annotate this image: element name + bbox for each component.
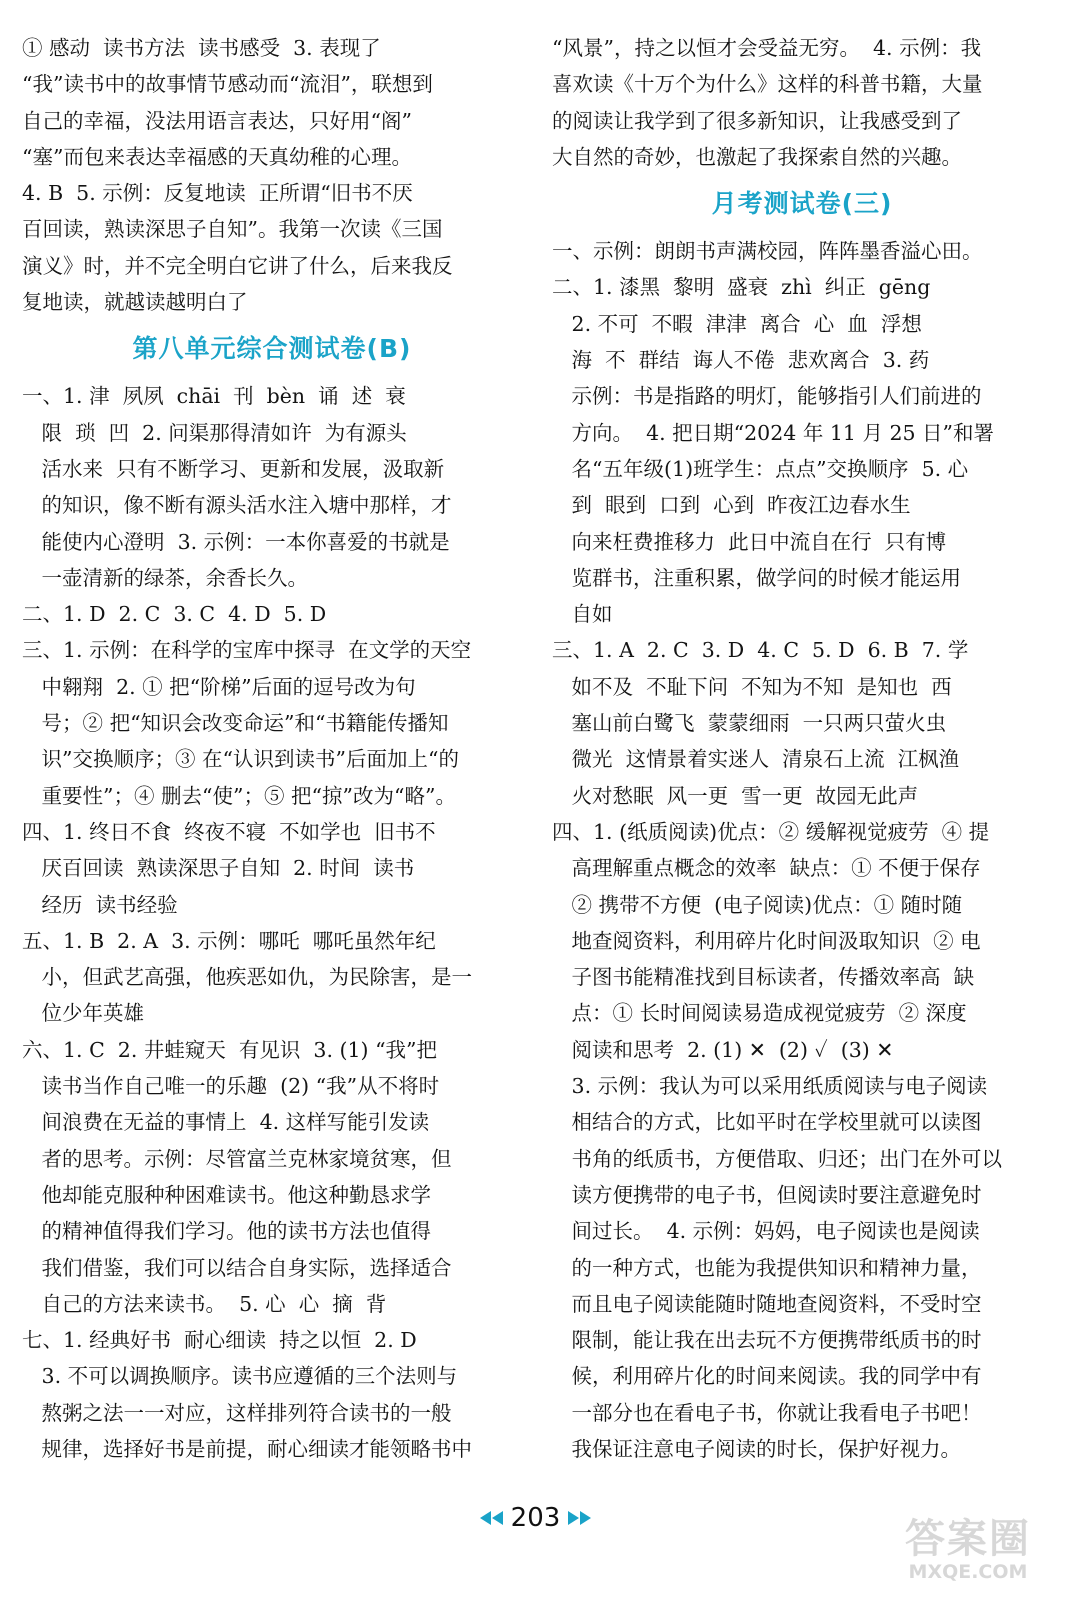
text-line: 阅读和思考 2. (1) ✕ (2) ✓ (3) ✕: [552, 1037, 894, 1062]
text-line: 演义》时，并不完全明白它讲了什么，后来我反: [22, 253, 453, 278]
text-line: 名“五年级(1)班学生：点点”交换顺序 5. 心: [552, 456, 969, 481]
text-line: 大自然的奇妙，也激起了我探索自然的兴趣。: [552, 144, 962, 169]
text-line: “塞”而包来表达幸福感的天真幼稚的心理。: [22, 144, 412, 169]
text-line: 重要性”；④ 删去“使”；⑤ 把“掠”改为“略”。: [22, 783, 456, 808]
next-arrows-icon: [568, 1511, 591, 1525]
text-line: 4. B 5. 示例：反复地读 正所谓“旧书不厌: [22, 181, 413, 206]
text-line: 如不及 不耻下问 不知为不知 是知也 西: [552, 674, 952, 699]
text-line: 读书当作自己唯一的乐趣 (2) “我”从不将时: [22, 1074, 440, 1099]
text-line: 地查阅资料，利用碎片化时间汲取知识 ② 电: [552, 928, 981, 953]
text-line: 到 眼到 口到 心到 昨夜江边春水生: [552, 493, 911, 518]
text-line: 的一种方式，也能为我提供知识和精神力量，: [552, 1255, 982, 1280]
text-line: 火对愁眠 风一更 雪一更 故园无此声: [552, 783, 919, 808]
text-line: 一、示例：朗朗书声满校园，阵阵墨香溢心田。: [552, 239, 983, 264]
text-line: 方向。 4. 把日期“2024 年 11 月 25 日”和署: [552, 420, 995, 445]
text-line: ② 携带不方便 (电子阅读)优点：① 随时随: [552, 892, 963, 917]
section-heading-monthly-test-3: 月考测试卷(三): [711, 189, 893, 219]
text-line: 二、1. D 2. C 3. C 4. D 5. D: [22, 602, 327, 627]
text-line: 喜欢读《十万个为什么》这样的科普书籍，大量: [552, 72, 983, 97]
text-line: 他却能克服种种困难读书。他这种勤恳求学: [22, 1182, 432, 1207]
left-text-block-2: [22, 378, 522, 1467]
text-line: 七、1. 经典好书 耐心细读 持之以恒 2. D: [22, 1328, 417, 1353]
text-line: 的精神值得我们学习。他的读书方法也值得: [22, 1219, 432, 1244]
text-line: 自己的幸福，没法用语言表达，只好用“阁”: [22, 108, 412, 133]
text-line: 能使内心澄明 3. 示例：一本你喜爱的书就是: [22, 529, 450, 554]
text-line: 3. 示例：我认为可以采用纸质阅读与电子阅读: [552, 1074, 988, 1099]
text-line: 活水来 只有不断学习、更新和发展，汲取新: [22, 456, 445, 481]
text-line: 而且电子阅读能随时随地查阅资料，不受时空: [552, 1291, 982, 1316]
text-line: 间过长。 4. 示例：妈妈，电子阅读也是阅读: [552, 1219, 980, 1244]
text-line: 百回读，熟读深思子自知”。我第一次读《三国: [22, 217, 443, 242]
text-line: 三、1. 示例：在科学的宝库中探寻 在文学的天空: [22, 638, 472, 663]
text-line: 读方便携带的电子书，但阅读时要注意避免时: [552, 1182, 982, 1207]
text-line: 微光 这情景着实迷人 清泉石上流 江枫渔: [552, 747, 960, 772]
text-line: 候，利用碎片化的时间来阅读。我的同学中有: [552, 1364, 982, 1389]
text-line: 复地读，就越读越明白了: [22, 290, 248, 315]
text-line: 二、1. 漆黑 黎明 盛衰 zhì 纠正 gēng: [552, 275, 931, 300]
section-heading-unit8b: 第八单元综合测试卷(B): [132, 334, 412, 364]
text-line: 识”交换顺序；③ 在“认识到读书”后面加上“的: [22, 747, 459, 772]
text-line: 我保证注意电子阅读的时长，保护好视力。: [552, 1436, 962, 1461]
text-line: 示例：书是指路的明灯，能够指引人们前进的: [552, 384, 982, 409]
text-line: 小，但武艺高强，他疾恶如仇，为民除害，是一: [22, 965, 473, 990]
right-column: [552, 30, 1052, 1467]
text-line: 2. 不可 不暇 津津 离合 心 血 浮想: [552, 311, 922, 336]
text-line: 自己的方法来读书。 5. 心 心 摘 背: [22, 1291, 387, 1316]
text-line: 中翱翔 2. ① 把“阶梯”后面的逗号改为句: [22, 674, 416, 699]
text-line: 熬粥之法一一对应，这样排列符合读书的一般: [22, 1400, 452, 1425]
left-text-block-1: [22, 30, 522, 320]
text-line: 者的思考。示例：尽管富兰克林家境贫寒，但: [22, 1146, 452, 1171]
text-line: “我”读书中的故事情节感动而“流泪”，联想到: [22, 72, 433, 97]
text-line: “风景”，持之以恒才会受益无穷。 4. 示例：我: [552, 36, 982, 60]
text-line: 一部分也在看电子书，你就让我看电子书吧！: [552, 1400, 982, 1425]
text-line: 相结合的方式，比如平时在学校里就可以读图: [552, 1110, 982, 1135]
text-line: ① 感动 读书方法 读书感受 3. 表现了: [22, 36, 381, 60]
text-line: 点：① 长时间阅读易造成视觉疲劳 ② 深度: [552, 1001, 967, 1026]
text-line: 览群书，注重积累，做学问的时候才能运用: [552, 565, 962, 590]
right-text-block-2: [552, 233, 1052, 1467]
text-line: 限制，能让我在出去玩不方便携带纸质书的时: [552, 1328, 982, 1353]
text-line: 向来枉费推移力 此日中流自在行 只有博: [552, 529, 947, 554]
text-line: 四、1. (纸质阅读)优点：② 缓解视觉疲劳 ④ 提: [552, 819, 990, 844]
watermark-url: MXQE.COM: [908, 1561, 1028, 1583]
left-column: [22, 30, 522, 1467]
watermark-logo: [883, 1517, 1053, 1587]
watermark-text: 答案圈: [905, 1516, 1031, 1562]
text-line: 的阅读让我学到了很多新知识，让我感受到了: [552, 108, 962, 133]
text-line: 我们借鉴，我们可以结合自身实际，选择适合: [22, 1255, 452, 1280]
text-line: 子图书能精准找到目标读者，传播效率高 缺: [552, 965, 975, 990]
page-number: 203: [510, 1503, 561, 1533]
text-line: 3. 不可以调换顺序。读书应遵循的三个法则与: [22, 1364, 458, 1389]
text-line: 位少年英雄: [22, 1001, 145, 1026]
text-line: 限 琐 凹 2. 问渠那得清如许 为有源头: [22, 420, 407, 445]
text-line: 书角的纸质书，方便借取、归还；出门在外可以: [552, 1146, 1003, 1171]
text-line: 六、1. C 2. 井蛙窥天 有见识 3. (1) “我”把: [22, 1037, 438, 1062]
text-line: 高理解重点概念的效率 缺点：① 不便于保存: [552, 856, 981, 881]
prev-arrows-icon: [480, 1511, 503, 1525]
text-line: 的知识，像不断有源头活水注入塘中那样，才: [22, 493, 452, 518]
text-line: 五、1. B 2. A 3. 示例：哪吒 哪吒虽然年纪: [22, 928, 436, 953]
text-line: 经历 读书经验: [22, 892, 178, 917]
text-line: 三、1. A 2. C 3. D 4. C 5. D 6. B 7. 学: [552, 638, 969, 663]
text-line: 四、1. 终日不食 终夜不寝 不如学也 旧书不: [22, 819, 436, 844]
text-line: 厌百回读 熟读深思子自知 2. 时间 读书: [22, 856, 415, 881]
right-text-block-1: [552, 30, 1052, 175]
text-line: 自如: [552, 602, 613, 627]
text-line: 间浪费在无益的事情上 4. 这样写能引发读: [22, 1110, 430, 1135]
text-line: 规律，选择好书是前提，耐心细读才能领略书中: [22, 1436, 473, 1461]
text-line: 海 不 群结 诲人不倦 悲欢离合 3. 药: [552, 348, 930, 373]
text-line: 塞山前白鹭飞 蒙蒙细雨 一只两只萤火虫: [552, 711, 947, 736]
text-line: 号；② 把“知识会改变命运”和“书籍能传播知: [22, 711, 449, 736]
text-line: 一、1. 津 夙夙 chāi 刊 bèn 诵 述 衰: [22, 384, 406, 409]
text-line: 一壶清新的绿茶，余香长久。: [22, 565, 309, 590]
